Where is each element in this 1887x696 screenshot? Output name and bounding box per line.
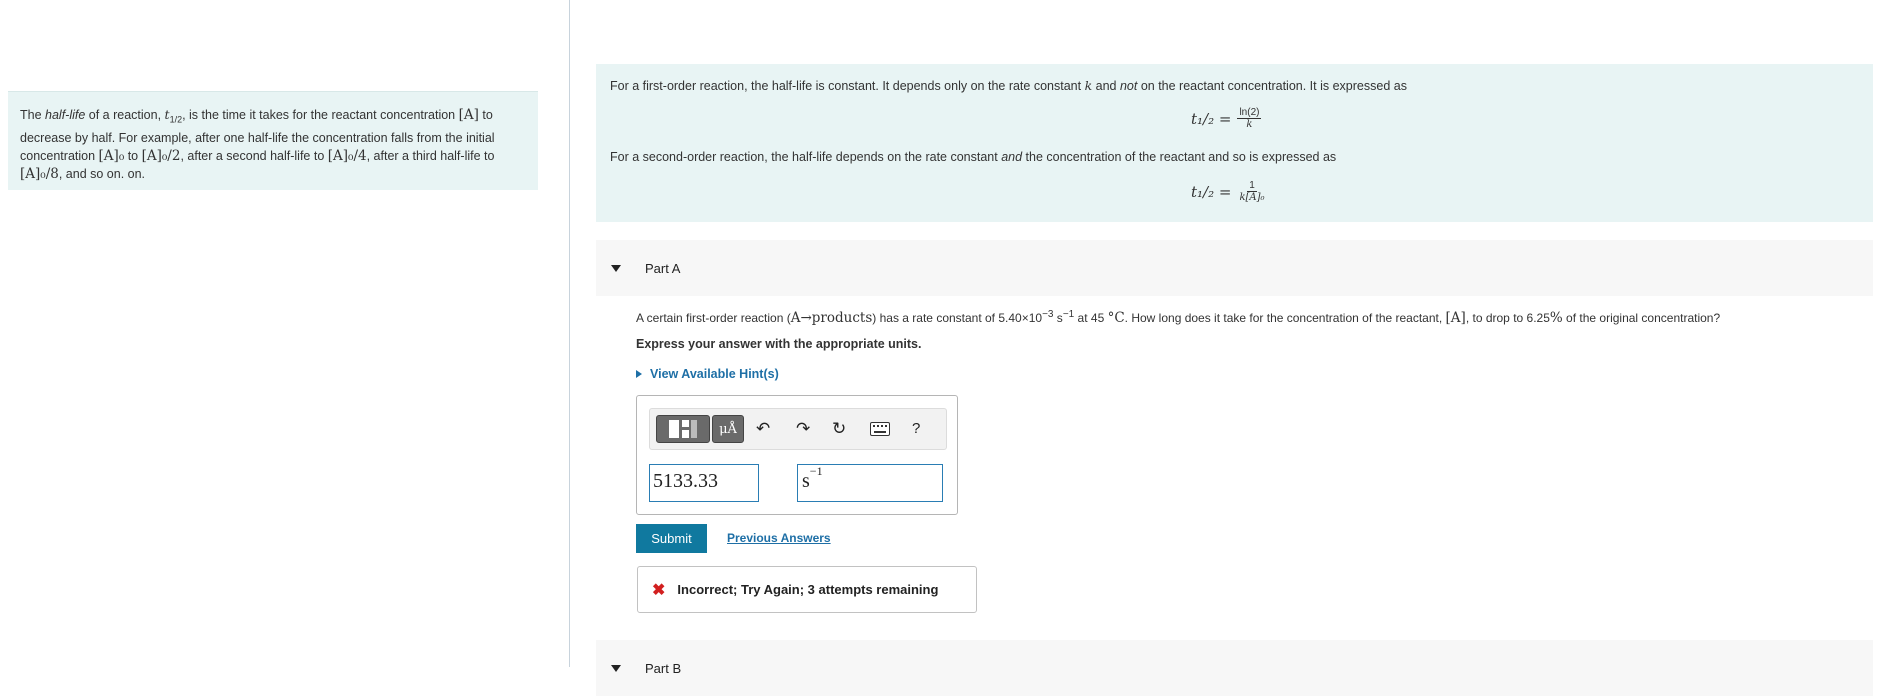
formula-numerator: 1 bbox=[1249, 180, 1255, 191]
view-hints-link[interactable] bbox=[636, 367, 779, 381]
initial-concentration-symbol: [A]₀ bbox=[98, 147, 125, 164]
intro-text: to bbox=[124, 148, 142, 163]
not-emphasis: not bbox=[1119, 79, 1138, 93]
second-order-formula bbox=[1191, 180, 1267, 203]
reaction-expression: A→products bbox=[790, 310, 873, 326]
feedback-text: Incorrect; Try Again; 3 attempts remaining bbox=[677, 582, 939, 597]
percent-symbol: % bbox=[1549, 310, 1563, 326]
unit-base: s bbox=[802, 470, 810, 492]
question-part: at 45 bbox=[1074, 311, 1108, 325]
keyboard-glyph bbox=[870, 422, 890, 436]
question-part: , to drop to 6.25 bbox=[1465, 311, 1550, 325]
halflife-subscript: 1/2 bbox=[169, 114, 183, 125]
intro-text: to decrease by half. For example, after one half-life the concentration falls from the initial concentration bbox=[20, 108, 495, 163]
incorrect-x-icon: ✖ bbox=[652, 581, 666, 599]
question-part: s bbox=[1053, 311, 1063, 325]
info-text: on the reactant concentration. It is expressed as bbox=[1137, 79, 1407, 93]
help-button[interactable]: ? bbox=[912, 420, 921, 437]
formula-denominator: k[A]₀ bbox=[1239, 192, 1265, 203]
temperature-unit: °C bbox=[1107, 310, 1125, 326]
intro-text: , after a third half-life to bbox=[366, 148, 495, 163]
first-order-formula bbox=[1191, 107, 1261, 130]
question-part: ) has a rate constant of 5.40×10 bbox=[872, 311, 1043, 325]
value-input[interactable]: 5133.33 bbox=[649, 464, 759, 502]
question-part: A certain first-order reaction ( bbox=[636, 311, 791, 325]
first-order-text bbox=[610, 78, 1407, 93]
formula-numerator: ln(2) bbox=[1239, 107, 1260, 118]
submit-button[interactable]: Submit bbox=[636, 524, 707, 553]
exponent: −1 bbox=[1062, 309, 1075, 320]
formula-fraction bbox=[1237, 180, 1266, 203]
unit-exponent: −1 bbox=[809, 464, 823, 478]
halflife-symbol: t bbox=[164, 107, 170, 122]
previous-answers-link[interactable]: Previous Answers bbox=[727, 531, 831, 545]
keyboard-icon[interactable] bbox=[870, 421, 890, 441]
feedback-box bbox=[637, 566, 977, 613]
part-a-header[interactable] bbox=[596, 240, 1873, 296]
instruction-text: Express your answer with the appropriate units. bbox=[636, 337, 922, 351]
templates-icon bbox=[668, 419, 698, 439]
hint-label: View Available Hint(s) bbox=[650, 367, 779, 381]
intro-text: , after a second half-life to bbox=[180, 148, 328, 163]
intro-text: , is the time it takes for the reactant concentration bbox=[182, 108, 459, 122]
reset-icon[interactable]: ↻ bbox=[832, 419, 847, 438]
part-b-title: Part B bbox=[645, 660, 682, 676]
halflife-term: half-life bbox=[45, 108, 86, 122]
info-text: For a second-order reaction, the half-life depends on the rate constant bbox=[610, 150, 1002, 164]
collapse-triangle-icon[interactable] bbox=[611, 665, 621, 672]
info-panel bbox=[596, 64, 1873, 222]
second-order-text bbox=[610, 150, 1336, 164]
expand-triangle-icon bbox=[636, 370, 642, 378]
formula-lhs: t₁/₂ = bbox=[1191, 109, 1232, 128]
intro-text: , and so on. on. bbox=[58, 166, 146, 181]
math-toolbar bbox=[649, 408, 947, 450]
redo-icon[interactable]: ↷ bbox=[796, 419, 811, 438]
info-text: and bbox=[1092, 79, 1120, 93]
concentration-symbol: [A] bbox=[458, 107, 479, 123]
units-button[interactable] bbox=[712, 415, 744, 443]
quarter-concentration-symbol: [A]₀/4 bbox=[327, 147, 367, 164]
question-part: . How long does it take for the concentration of the reactant, bbox=[1124, 311, 1446, 325]
intro-text: of a reaction, bbox=[85, 108, 165, 122]
formula-fraction bbox=[1237, 107, 1261, 130]
units-label: μÅ bbox=[719, 421, 737, 437]
rate-constant-symbol: k bbox=[1084, 78, 1093, 93]
column-divider bbox=[569, 0, 570, 667]
templates-button[interactable] bbox=[656, 415, 710, 443]
concentration-symbol: [A] bbox=[1445, 310, 1466, 326]
info-text: For a first-order reaction, the half-life is constant. It depends only on the rate constant bbox=[610, 79, 1085, 93]
info-text: the concentration of the reactant and so is expressed as bbox=[1022, 150, 1337, 164]
answer-widget bbox=[636, 395, 958, 515]
exponent: −3 bbox=[1042, 309, 1054, 320]
intro-panel bbox=[8, 91, 538, 190]
question-part: of the original concentration? bbox=[1562, 311, 1721, 325]
intro-text: The bbox=[20, 108, 46, 122]
collapse-triangle-icon[interactable] bbox=[611, 265, 621, 272]
half-concentration-symbol: [A]₀/2 bbox=[141, 147, 181, 164]
eighth-concentration-symbol: [A]₀/8 bbox=[20, 165, 59, 182]
undo-icon[interactable]: ↶ bbox=[756, 419, 771, 438]
question-text bbox=[636, 309, 1720, 326]
and-emphasis: and bbox=[1001, 150, 1023, 164]
formula-lhs: t₁/₂ = bbox=[1191, 182, 1232, 201]
unit-input[interactable] bbox=[797, 464, 943, 502]
formula-denominator: k bbox=[1246, 119, 1253, 130]
part-a-title: Part A bbox=[645, 260, 681, 276]
part-b-header[interactable] bbox=[596, 640, 1873, 696]
